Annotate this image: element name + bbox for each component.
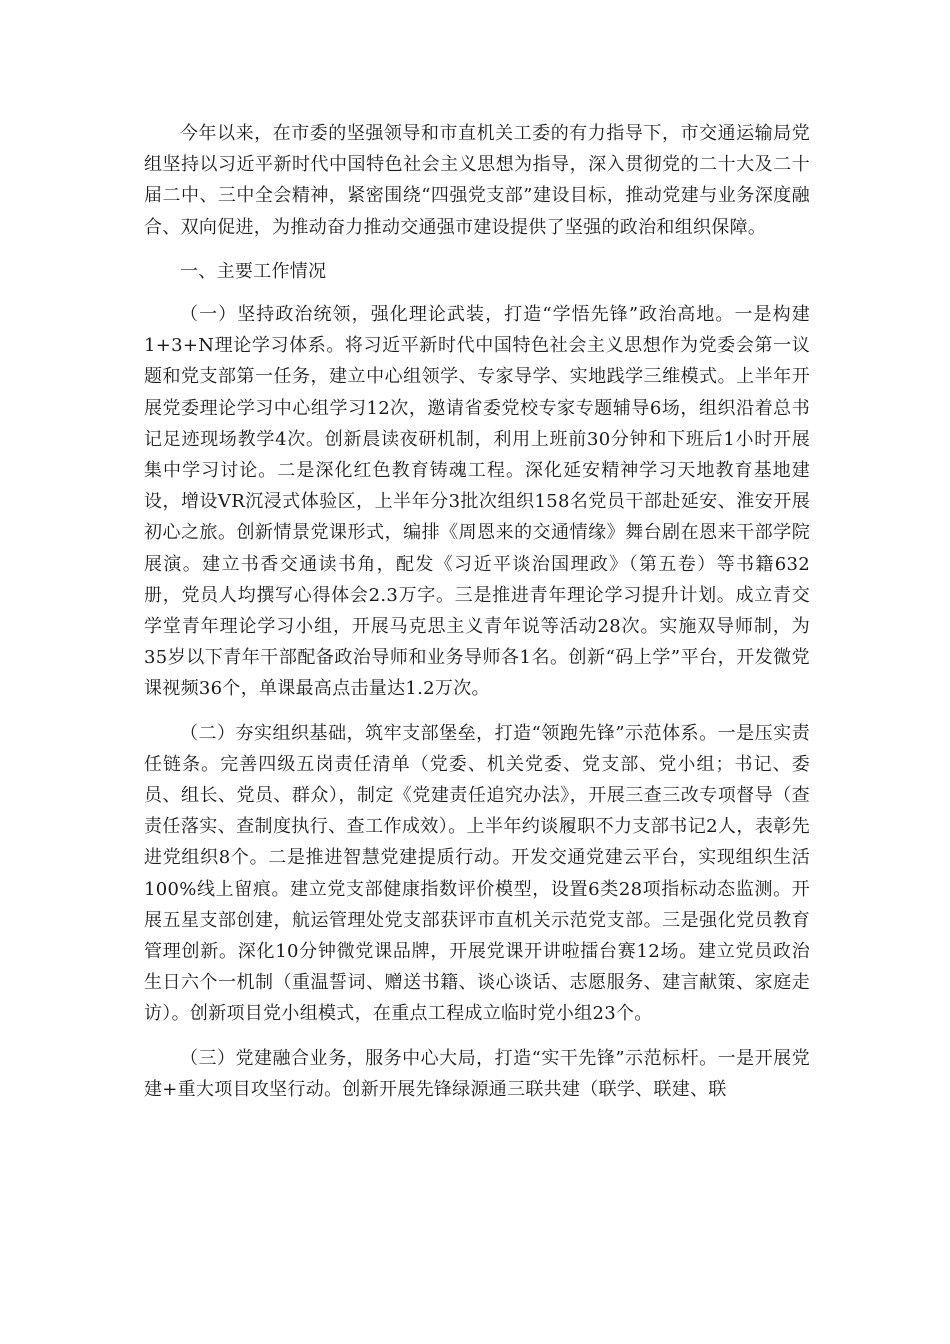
paragraph-organization-foundation: （二）夯实组织基础，筑牢支部堡垒，打造“领跑先锋”示范体系。一是压实责任链条。完善四级五岗责任清单（党委、机关党委、党支部、党小组；书记、委员、组长、党员、群众），制定《党建责任追究办法》，开展三查三改专项督导（查责任落实、查制度执行、查工作成效）。上半年约谈履职不力支部书记2人，表彰先进党组织8个。二是推进智慧党建提质行动。开发交通党建云平台，实现组织生活100%线上留痕。建立党支部健康指数评价模型，设置6类28项指标动态监测。开展五星支部创建，航运管理处党支部获评市直机关示范党支部。三是强化党员教育管理创新。深化10分钟微党课品牌，开展党课开讲啦擂台赛12场。建立党员政治生日六个一机制（重温誓词、赠送书籍、谈心谈话、志愿服务、建言献策、家庭走访）。创新项目党小组模式，在重点工程成立临时党小组23个。 [144, 722, 810, 1025]
document-body [144, 118, 810, 1118]
paragraph-political-leadership: （一）坚持政治统领，强化理论武装，打造“学悟先锋”政治高地。一是构建1+3+N理论学习体系。将习近平新时代中国特色社会主义思想作为党委会第一议题和党支部第一任务，建立中心组领学、专家导学、实地践学三维模式。上半年开展党委理论学习中心组学习12次，邀请省委党校专家专题辅导6场，组织沿着总书记足迹现场教学4次。创新晨读夜研机制，利用上班前30分钟和下班后1小时开展集中学习讨论。二是深化红色教育铸魂工程。深化延安精神学习天地教育基地建设，增设VR沉浸式体验区，上半年分3批次组织158名党员干部赴延安、淮安开展初心之旅。创新情景党课形式，编排《周恩来的交通情缘》舞台剧在恩来干部学院展演。建立书香交通读书角，配发《习近平谈治国理政》（第五卷）等书籍632册，党员人均撰写心得体会2.3万字。三是推进青年理论学习提升计划。成立青交学堂青年理论学习小组，开展马克思主义青年说等活动28次。实施双导师制，为35岁以下青年干部配备政治导师和业务导师各1名。创新“码上学”平台，开发微党课视频36个，单课最高点击量达1.2万次。 [144, 304, 810, 700]
intro-paragraph: 今年以来，在市委的坚强领导和市直机关工委的有力指导下，市交通运输局党组坚持以习近平新时代中国特色社会主义思想为指导，深入贯彻党的二十大及二十届二中、三中全会精神，紧密围绕“四强党支部”建设目标，推动党建与业务深度融合、双向促进，为推动奋力推动交通强市建设提供了坚强的政治和组织保障。 [144, 123, 810, 238]
section-heading-main-work: 一、主要工作情况 [180, 260, 327, 282]
paragraph-party-business-integration: （三）党建融合业务，服务中心大局，打造“实干先锋”示范标杆。一是开展党建+重大项目攻坚行动。创新开展先锋绿源通三联共建（联学、联建、联 [144, 1047, 810, 1100]
